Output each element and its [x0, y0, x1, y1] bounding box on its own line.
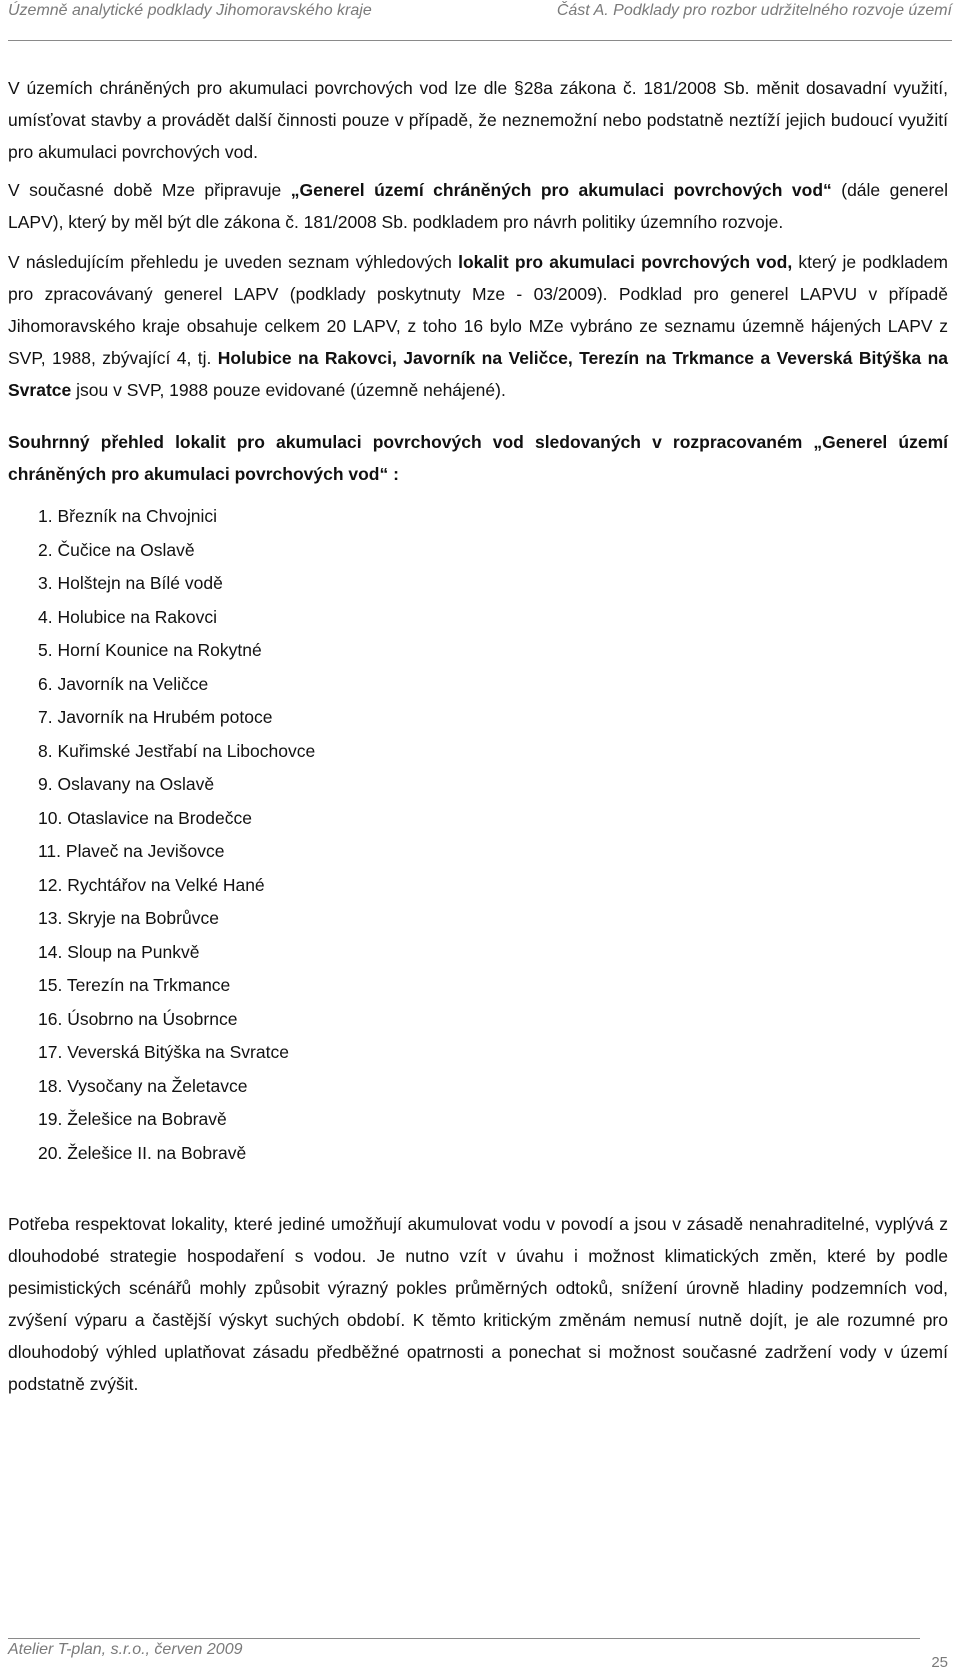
paragraph-3-part-e: jsou v SVP, 1988 pouze evidované (územně nehájené). [71, 380, 506, 400]
list-item: 15. Terezín na Trkmance [38, 975, 231, 995]
list-item: 1. Březník na Chvojnici [38, 506, 217, 526]
list-item: 20. Želešice II. na Bobravě [38, 1142, 247, 1163]
list-item: 6. Javorník na Veličce [38, 673, 209, 694]
locality-list [8, 500, 948, 1170]
list-item: 14. Sloup na Punkvě [38, 941, 200, 962]
paragraph-5: Potřeba respektovat lokality, které jediné umožňují akumulovat vodu v povodí a jsou v zásadě nenahraditelné, vyplývá z dlouhodobé strategie hospodaření s vodou. Je nutno vzít v úvahu i možnost klimatických změn, které by podle pesimistických scénářů mohly způsobit výrazný pokles průměrných odtoků, snížení úrovně hladiny podzemních vod, zvýšení výparu a častější výskyt suchých období. K těmto kritickým změnám nemusí nutně dojít, je ale rozumné pro dlouhodobý výhled uplatňovat zásadu předběžné opatrnosti a ponechat si možnost současné zadržení vody v území podstatně zvýšit. [8, 1214, 948, 1394]
list-item: 8. Kuřimské Jestřabí na Libochovce [38, 740, 316, 761]
list-item: 7. Javorník na Hrubém potoce [38, 707, 273, 727]
header-right-title: Část A. Podklady pro rozbor udržitelného rozvoje území [556, 2, 952, 19]
paragraph-3-part-a: V následujícím přehledu je uveden seznam výhledových [8, 252, 459, 272]
paragraph-3 [8, 246, 948, 406]
header-left-title: Územně analytické podklady Jihomoravského kraje [8, 2, 372, 19]
header-divider [8, 40, 952, 41]
list-item: 17. Veverská Bitýška na Svratce [38, 1042, 289, 1062]
paragraph-2 [8, 174, 948, 238]
paragraph-3-part-c: který je podkladem pro zpracovávaný generel LAPV (podklady poskytnuty Mze - 03/2009). Podklad pro generel LAPVU v případě Jihomoravského kraje obsahuje celkem 20 LAPV, z toho 16 bylo MZe vybráno ze seznamu územně hájených LAPV z SVP, 1988, zbývající 4, tj. [8, 252, 948, 368]
list-item: 12. Rychtářov na Velké Hané [38, 874, 265, 895]
paragraph-2-part-c: (dále generel LAPV), který by měl být dle zákona č. 181/2008 Sb. podkladem pro návrh politiky územního rozvoje. [8, 180, 948, 232]
list-item: 10. Otaslavice na Brodečce [38, 807, 253, 828]
paragraph-2-bold: „Generel území chráněných pro akumulaci povrchových vod“ [290, 180, 832, 200]
paragraph-2-part-a: V současné době Mze připravuje [8, 180, 291, 200]
paragraph-3-bold-1: lokalit pro akumulaci povrchových vod, [458, 252, 793, 272]
list-item: 16. Úsobrno na Úsobrnce [38, 1008, 238, 1029]
list-item: 19. Želešice na Bobravě [38, 1109, 227, 1129]
paragraph-1: V územích chráněných pro akumulaci povrchových vod lze dle §28a zákona č. 181/2008 Sb. měnit dosavadní využití, umísťovat stavby a provádět další činnosti pouze v případě, že neznemožní nebo podstatně neztíží jejich budoucí využití pro akumulaci povrchových vod. [8, 78, 948, 162]
list-item: 3. Holštejn na Bílé vodě [38, 573, 223, 593]
list-item: 2. Čučice na Oslavě [38, 539, 195, 560]
list-item: 9. Oslavany na Oslavě [38, 774, 215, 794]
list-item: 11. Plaveč na Jevišovce [38, 841, 225, 861]
list-item: 5. Horní Kounice na Rokytné [38, 640, 262, 660]
paragraph-3-bold-2: Holubice na Rakovci, Javorník na Veličce, Terezín na Trkmance a Veverská Bitýška na Svratce [8, 348, 948, 400]
page-header [8, 0, 952, 40]
footer-author: Atelier T-plan, s.r.o., červen 2009 [8, 1641, 243, 1658]
summary-heading: Souhrnný přehled lokalit pro akumulaci povrchových vod sledovaných v rozpracovaném „Generel území chráněných pro akumulaci povrchových vod“ : [8, 432, 948, 484]
document-body [8, 72, 948, 1400]
list-item: 4. Holubice na Rakovci [38, 606, 217, 627]
page-number: 25 [931, 1654, 948, 1671]
list-item: 18. Vysočany na Želetavce [38, 1075, 248, 1096]
list-item: 13. Skryje na Bobrůvce [38, 908, 219, 928]
